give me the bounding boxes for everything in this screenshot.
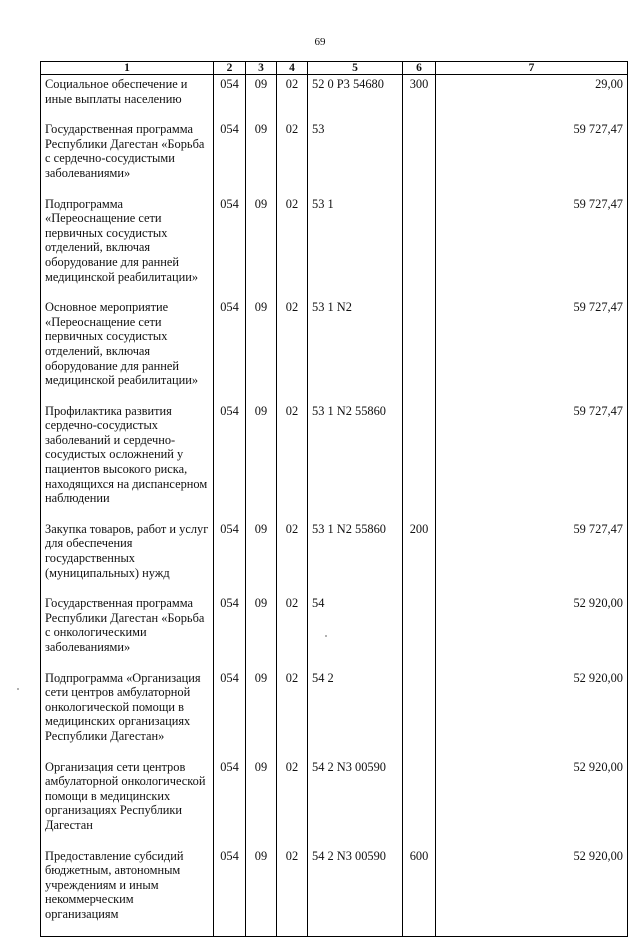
table-row <box>41 75 628 121</box>
section-code: 09 <box>246 75 277 121</box>
target-article: 53 1 <box>308 195 403 299</box>
row-name: Государственная программа Республики Дагестан «Борьба с онкологическими заболеваниями» <box>41 594 214 668</box>
subsection-code: 02 <box>277 520 308 594</box>
subsection-code: 02 <box>277 75 308 121</box>
row-name: Основное мероприятие «Переоснащение сети первичных сосудистых отделений, включая оборудование для ранней медицинской реабилитации» <box>41 298 214 402</box>
expense-type: 200 <box>403 520 436 594</box>
scan-dot <box>325 635 327 637</box>
column-header: 3 <box>246 62 277 75</box>
section-code: 09 <box>246 847 277 936</box>
row-name: Организация сети центров амбулаторной онкологической помощи в медицинских организациях Республики Дагестан <box>41 758 214 847</box>
ministry-code: 054 <box>214 298 246 402</box>
amount: 52 920,00 <box>436 594 628 668</box>
expense-type <box>403 120 436 194</box>
column-header: 4 <box>277 62 308 75</box>
subsection-code: 02 <box>277 669 308 758</box>
expense-type <box>403 298 436 402</box>
expense-type: 600 <box>403 847 436 936</box>
amount: 52 920,00 <box>436 669 628 758</box>
subsection-code: 02 <box>277 195 308 299</box>
amount: 59 727,47 <box>436 298 628 402</box>
target-article: 52 0 P3 54680 <box>308 75 403 121</box>
section-code: 09 <box>246 298 277 402</box>
column-header: 2 <box>214 62 246 75</box>
target-article: 54 2 N3 00590 <box>308 758 403 847</box>
expense-type <box>403 758 436 847</box>
subsection-code: 02 <box>277 298 308 402</box>
column-header: 6 <box>403 62 436 75</box>
target-article: 54 2 <box>308 669 403 758</box>
expense-type <box>403 402 436 520</box>
ministry-code: 054 <box>214 402 246 520</box>
column-header: 1 <box>41 62 214 75</box>
row-name: Подпрограмма «Переоснащение сети первичных сосудистых отделений, включая оборудование для ранней медицинской реабилитации» <box>41 195 214 299</box>
table-row <box>41 847 628 936</box>
table-row <box>41 758 628 847</box>
amount: 29,00 <box>436 75 628 121</box>
ministry-code: 054 <box>214 669 246 758</box>
section-code: 09 <box>246 594 277 668</box>
amount: 52 920,00 <box>436 758 628 847</box>
target-article: 53 1 N2 <box>308 298 403 402</box>
ministry-code: 054 <box>214 847 246 936</box>
row-name: Закупка товаров, работ и услуг для обеспечения государственных (муниципальных) нужд <box>41 520 214 594</box>
row-name: Государственная программа Республики Дагестан «Борьба с сердечно-сосудистыми заболеваниями» <box>41 120 214 194</box>
ministry-code: 054 <box>214 594 246 668</box>
amount: 52 920,00 <box>436 847 628 936</box>
section-code: 09 <box>246 195 277 299</box>
ministry-code: 054 <box>214 75 246 121</box>
row-name: Социальное обеспечение и иные выплаты населению <box>41 75 214 121</box>
column-header: 7 <box>436 62 628 75</box>
page-number: 69 <box>314 36 326 48</box>
row-name: Профилактика развития сердечно-сосудистых заболеваний и сердечно-сосудистых осложнений у пациентов высокого риска, находящихся на диспансерном наблюдении <box>41 402 214 520</box>
row-name: Подпрограмма «Организация сети центров амбулаторной онкологической помощи в медицинских организациях Республики Дагестан» <box>41 669 214 758</box>
subsection-code: 02 <box>277 120 308 194</box>
expense-type <box>403 195 436 299</box>
section-code: 09 <box>246 758 277 847</box>
section-code: 09 <box>246 402 277 520</box>
row-name: Предоставление субсидий бюджетным, автономным учреждениям и иным некоммерческим организациям <box>41 847 214 936</box>
expense-type: 300 <box>403 75 436 121</box>
subsection-code: 02 <box>277 402 308 520</box>
table-row <box>41 120 628 194</box>
target-article: 53 1 N2 55860 <box>308 520 403 594</box>
header-row <box>41 62 628 75</box>
ministry-code: 054 <box>214 120 246 194</box>
table-row <box>41 669 628 758</box>
target-article: 53 <box>308 120 403 194</box>
subsection-code: 02 <box>277 594 308 668</box>
ministry-code: 054 <box>214 195 246 299</box>
table-row <box>41 195 628 299</box>
table-row <box>41 298 628 402</box>
subsection-code: 02 <box>277 847 308 936</box>
section-code: 09 <box>246 520 277 594</box>
target-article: 53 1 N2 55860 <box>308 402 403 520</box>
ministry-code: 054 <box>214 520 246 594</box>
target-article: 54 <box>308 594 403 668</box>
table-row <box>41 594 628 668</box>
column-header: 5 <box>308 62 403 75</box>
amount: 59 727,47 <box>436 520 628 594</box>
section-code: 09 <box>246 120 277 194</box>
ministry-code: 054 <box>214 758 246 847</box>
budget-table <box>40 61 628 937</box>
table-row <box>41 402 628 520</box>
subsection-code: 02 <box>277 758 308 847</box>
section-code: 09 <box>246 669 277 758</box>
expense-type <box>403 669 436 758</box>
amount: 59 727,47 <box>436 402 628 520</box>
table-row <box>41 520 628 594</box>
amount: 59 727,47 <box>436 120 628 194</box>
scan-dot <box>17 688 19 690</box>
expense-type <box>403 594 436 668</box>
amount: 59 727,47 <box>436 195 628 299</box>
target-article: 54 2 N3 00590 <box>308 847 403 936</box>
